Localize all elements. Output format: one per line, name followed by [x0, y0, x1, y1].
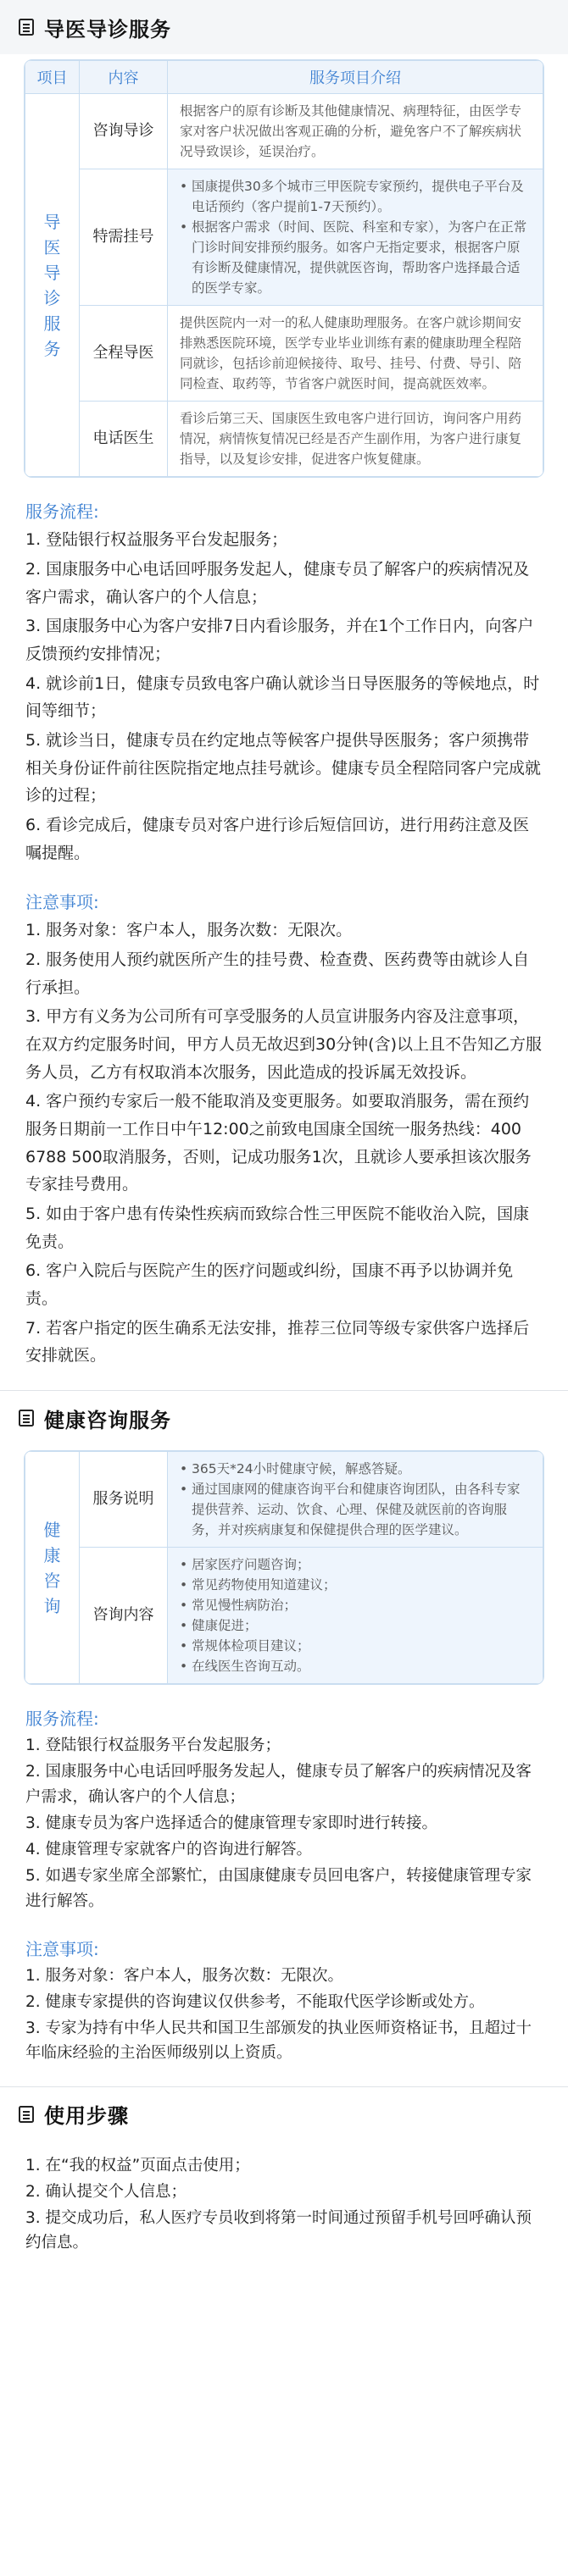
- category-cell: [25, 1452, 80, 1684]
- list-item: 5. 就诊当日，健康专员在约定地点等候客户提供导医服务；客户须携带相关身份证件前往医院指定地点挂号就诊。健康专员全程陪同客户完成就诊的过程；: [25, 730, 542, 806]
- section-header: [0, 1391, 568, 1445]
- service-process: [0, 478, 568, 867]
- document-icon: [19, 2106, 34, 2123]
- table-row: [25, 306, 543, 402]
- item-cell: 电话医生: [80, 402, 168, 477]
- list-item: 1. 服务对象：客户本人，服务次数：无限次。: [25, 921, 353, 940]
- list-item: 3. 国康服务中心为客户安排7日内看诊服务，并在1个工作日内，向客户反馈预约安排情况；: [25, 617, 534, 663]
- list-item: 3. 提交成功后，私人医疗专员收到将第一时间通过预留手机号回呼确认预约信息。: [25, 2209, 532, 2252]
- bullet-item: • 常见药物使用知道建议；: [180, 1575, 531, 1595]
- table-header-row: [25, 61, 543, 94]
- bullet-list: [180, 1459, 531, 1540]
- usage-steps: [0, 2141, 568, 2274]
- notes-heading: 注意事项:: [25, 892, 99, 913]
- table-row: [25, 1548, 543, 1684]
- notes: [0, 868, 568, 1370]
- table-header-cell: 服务项目介绍: [168, 61, 543, 94]
- bullet-item: • 常规体检项目建议；: [180, 1636, 531, 1656]
- document-icon: [19, 19, 34, 36]
- list-item: 1. 登陆银行权益服务平台发起服务；: [25, 530, 288, 550]
- service-table: [24, 1450, 544, 1685]
- bullet-item: • 健康促进；: [180, 1615, 531, 1636]
- service-table: [24, 59, 544, 478]
- bullet-item: • 居家医疗问题咨询；: [180, 1554, 531, 1575]
- table-row: [25, 169, 543, 306]
- service-process: [0, 1685, 568, 1914]
- section-title: 健康咨询服务: [44, 1408, 171, 1432]
- list-item: 2. 服务使用人预约就医所产生的挂号费、检查费、医药费等由就诊人自行承担。: [25, 950, 530, 997]
- service-process-heading: 服务流程:: [25, 501, 99, 523]
- list-item: 2. 国康服务中心电话回呼服务发起人，健康专员了解客户的疾病情况及客户需求，确认客户的个人信息；: [25, 1763, 532, 1806]
- category-cell: [25, 94, 80, 477]
- table-header-cell: 项目: [25, 61, 80, 94]
- list-item: 2. 健康专家提供的咨询建议仅供参考，不能取代医学诊断或处方。: [25, 1992, 485, 2011]
- list-item: 4. 就诊前1日，健康专员致电客户确认就诊当日导医服务的等候地点，时间等细节；: [25, 673, 540, 721]
- list-item: 3. 甲方有义务为公司所有可享受服务的人员宣讲服务内容及注意事项，在双方约定服务时间，甲方人员无故迟到30分钟(含)以上且不告知乙方服务人员，乙方有权取消本次服务，因此造成的投诉属无效投诉。: [25, 1007, 543, 1082]
- item-cell: 咨询内容: [80, 1548, 168, 1684]
- bullet-list: [180, 176, 531, 298]
- list-item: 2. 国康服务中心电话回呼服务发起人，健康专员了解客户的疾病情况及客户需求，确认客户的个人信息；: [25, 559, 530, 607]
- list-item: 1. 登陆银行权益服务平台发起服务；: [25, 1737, 281, 1755]
- table-row: [25, 402, 543, 477]
- description-cell: 根据客户的原有诊断及其他健康情况、病理特征，由医学专家对客户状况做出客观正确的分析，避免客户不了解疾病状况导致误诊，延误治疗。: [168, 94, 543, 169]
- item-cell: 全程导医: [80, 306, 168, 402]
- list-item: 4. 客户预约专家后一般不能取消及变更服务。如要取消服务，需在预约服务日期前一工作日中午12:00之前致电国康全国统一服务热线：400 6788 500取消服务，否则，记成功服务1次，且就诊人要承担该次服务专家挂号费用。: [25, 1092, 532, 1194]
- section-header: [0, 2087, 568, 2141]
- bullet-item: • 在线医生咨询互动。: [180, 1656, 531, 1676]
- description-cell: 提供医院内一对一的私人健康助理服务。在客户就诊期间安排熟悉医院环境，医学专业毕业训练有素的健康助理全程陪同就诊，包括诊前迎候接待、取号、挂号、付费、导引、陪同检查、取药等，节省客户就医时间，提高就医效率。: [168, 306, 543, 402]
- item-cell: 特需挂号: [80, 169, 168, 306]
- service-process-heading: 服务流程:: [25, 1709, 99, 1730]
- notes-heading: 注意事项:: [25, 1938, 99, 1959]
- item-cell: 咨询导诊: [80, 94, 168, 169]
- description-cell: [168, 1452, 543, 1548]
- section-title: 使用步骤: [44, 2104, 129, 2129]
- section-header: [0, 0, 568, 54]
- list-item: 3. 健康专员为客户选择适合的健康管理专家即时进行转接。: [25, 1814, 438, 1832]
- table-row: [25, 1452, 543, 1548]
- list-item: 1. 在“我的权益”页面点击使用；: [25, 2156, 250, 2174]
- list-item: 7. 若客户指定的医生确系无法安排，推荐三位同等级专家供客户选择后安排就医。: [25, 1318, 530, 1366]
- list-item: 6. 客户入院后与医院产生的医疗问题或纠纷，国康不再予以协调并免责。: [25, 1261, 514, 1309]
- bullet-item: • 常见慢性病防治；: [180, 1595, 531, 1615]
- item-cell: 服务说明: [80, 1452, 168, 1548]
- bullet-item: • 根据客户需求（时间、医院、科室和专家），为客户在正常门诊时间安排预约服务。如客户无指定要求，根据客户原有诊断及健康情况，提供就医咨询，帮助客户选择最合适的医学专家。: [180, 217, 531, 298]
- category-label: 导医导诊服务: [43, 211, 61, 359]
- list-item: 6. 看诊完成后，健康专员对客户进行诊后短信回访，进行用药注意及医嘱提醒。: [25, 815, 530, 862]
- bullet-item: • 365天*24小时健康守候，解惑答疑。: [180, 1459, 531, 1479]
- notes: [0, 1915, 568, 2066]
- description-cell: [168, 169, 543, 306]
- section-title: 导医导诊服务: [44, 17, 171, 42]
- list-item: 4. 健康管理专家就客户的咨询进行解答。: [25, 1841, 313, 1859]
- list-item: 2. 确认提交个人信息；: [25, 2182, 187, 2201]
- bullet-item: • 国康提供30多个城市三甲医院专家预约，提供电子平台及电话预约（客户提前1-7天预约）。: [180, 176, 531, 217]
- bullet-list: [180, 1554, 531, 1676]
- list-item: 3. 专家为持有中华人民共和国卫生部颁发的执业医师资格证书，且超过十年临床经验的主治医师级别以上资质。: [25, 2019, 532, 2063]
- table-header-cell: 内容: [80, 61, 168, 94]
- table-row: [25, 94, 543, 169]
- description-cell: 看诊后第三天、国康医生致电客户进行回访，询问客户用药情况，病情恢复情况已经是否产生副作用，为客户进行康复指导，以及复诊安排，促进客户恢复健康。: [168, 402, 543, 477]
- bullet-item: • 通过国康网的健康咨询平台和健康咨询团队，由各科专家提供营养、运动、饮食、心理、保健及就医前的咨询服务，并对疾病康复和保健提供合理的医学建议。: [180, 1479, 531, 1540]
- document-icon: [19, 1410, 34, 1426]
- list-item: 5. 如由于客户患有传染性疾病而致综合性三甲医院不能收治入院，国康免责。: [25, 1205, 530, 1251]
- category-label: 健康咨询: [43, 1519, 61, 1616]
- list-item: 1. 服务对象：客户本人，服务次数：无限次。: [25, 1966, 344, 1985]
- description-cell: [168, 1548, 543, 1684]
- list-item: 5. 如遇专家坐席全部繁忙，由国康健康专员回电客户，转接健康管理专家进行解答。: [25, 1867, 532, 1910]
